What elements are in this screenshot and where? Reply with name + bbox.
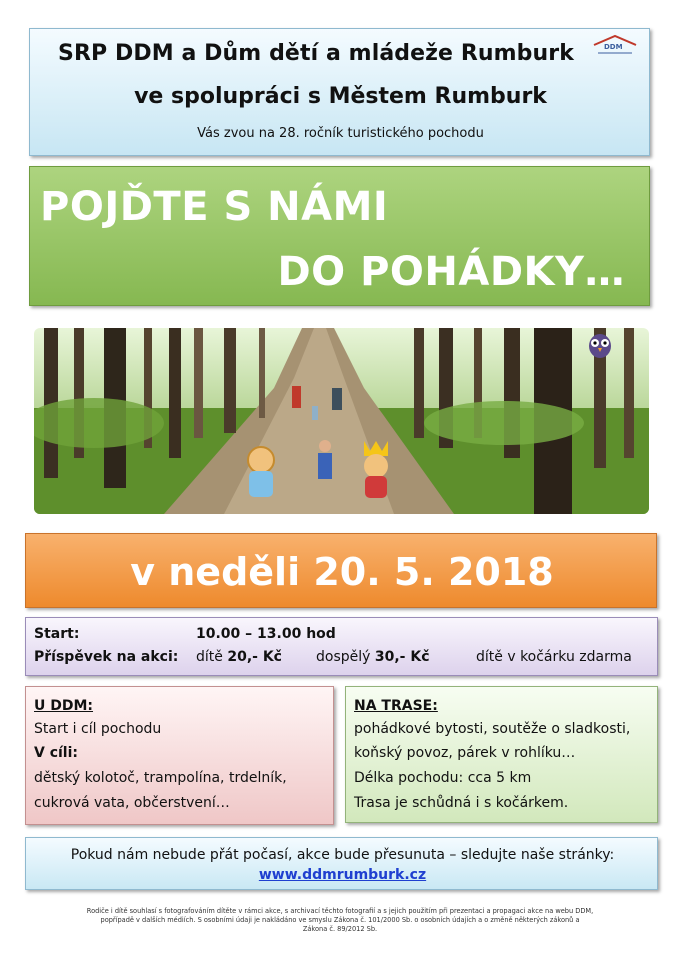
invitation-line: Vás zvou na 28. ročník turistického pochodu bbox=[197, 126, 484, 141]
route-length: Délka pochodu: cca 5 km bbox=[354, 770, 532, 786]
header-box bbox=[29, 28, 650, 156]
weather-box bbox=[25, 837, 658, 890]
child-label: dítě bbox=[196, 649, 228, 665]
route-line-1: pohádkové bytosti, soutěže o sladkosti, bbox=[354, 721, 631, 737]
organizer-title: SRP DDM a Dům dětí a mládeže Rumburk bbox=[58, 41, 574, 66]
gdpr-footer bbox=[40, 907, 640, 934]
title-line-1: POJĎTE S NÁMI bbox=[40, 184, 389, 230]
title-box bbox=[29, 166, 650, 306]
ddm-box bbox=[25, 686, 334, 825]
finish-heading: V cíli: bbox=[34, 745, 79, 761]
route-heading: NA TRASE: bbox=[354, 698, 438, 714]
footer-line-3: Zákona č. 89/2012 Sb. bbox=[302, 925, 378, 933]
adult-price: 30,- Kč bbox=[374, 649, 430, 665]
website-link[interactable]: www.ddmrumburk.cz bbox=[258, 867, 427, 883]
child-price: 20,- Kč bbox=[227, 649, 282, 665]
ddm-logo bbox=[590, 33, 640, 61]
route-line-2: koňský povoz, párek v rohlíku… bbox=[354, 745, 576, 761]
child-fee bbox=[196, 650, 282, 664]
info-box bbox=[25, 617, 658, 676]
finish-attractions-2: cukrová vata, občerstvení… bbox=[34, 795, 230, 811]
fee-label: Příspěvek na akci: bbox=[34, 649, 179, 665]
adult-label: dospělý bbox=[316, 649, 375, 665]
forest-photo bbox=[34, 328, 649, 514]
stroller-free: dítě v kočárku zdarma bbox=[476, 649, 632, 665]
adult-fee bbox=[316, 650, 430, 664]
route-box bbox=[345, 686, 658, 823]
date-box bbox=[25, 533, 657, 608]
finish-attractions-1: dětský kolotoč, trampolína, trdelník, bbox=[34, 770, 287, 786]
title-line-2: DO POHÁDKY… bbox=[277, 249, 625, 295]
event-date: v neděli 20. 5. 2018 bbox=[130, 550, 554, 594]
route-stroller: Trasa je schůdná i s kočárkem. bbox=[354, 795, 569, 811]
ddm-heading: U DDM: bbox=[34, 698, 94, 714]
start-label: Start: bbox=[34, 626, 80, 642]
footer-line-1: Rodiče i dítě souhlasí s fotografováním dítěte v rámci akce, s archivací těchto fotografií a s jejich použitím při prezentaci a propagaci akce na webu DDM, bbox=[86, 907, 594, 915]
forest-path-illustration bbox=[34, 328, 649, 514]
cooperation-line: ve spolupráci s Městem Rumburk bbox=[134, 84, 547, 109]
start-time: 10.00 – 13.00 hod bbox=[196, 626, 336, 642]
logo-text: DDM bbox=[604, 43, 623, 51]
footer-line-2: popřípadě v dalších médiích. S osobními údaji je nakládáno ve smyslu Zákona č. 101/2000 Sb. o osobních údajích a o změně některých zákonů a bbox=[100, 916, 580, 924]
weather-notice: Pokud nám nebude přát počasí, akce bude přesunuta – sledujte naše stránky: bbox=[70, 847, 615, 863]
owl-icon bbox=[589, 334, 611, 358]
ddm-start-finish: Start i cíl pochodu bbox=[34, 721, 162, 737]
